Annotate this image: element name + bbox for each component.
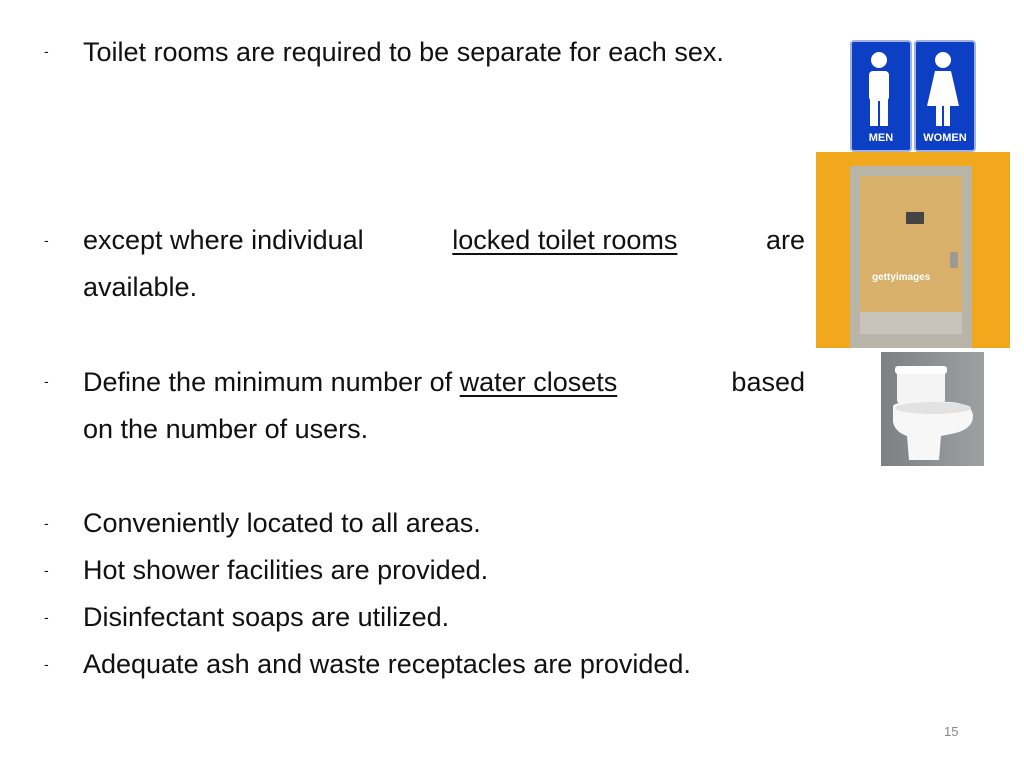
bullet-marker: - [44,515,49,531]
women-sign [914,40,976,152]
bullet-text-line2: available. [83,272,198,302]
bullet-text [83,359,805,453]
locked-toilet-rooms-link[interactable]: locked toilet rooms [452,225,678,255]
bullet-marker: - [44,232,49,248]
bullet-text-line2: on the number of users. [83,414,369,444]
bullet-text: Hot shower facilities are provided. [83,555,489,585]
bullet-text: Adequate ash and waste receptacles are provided. [83,649,691,679]
man-icon [850,46,908,136]
bullet-text [83,217,805,311]
door-kickplate [860,312,962,334]
toilet-icon [881,352,984,466]
page-number: 15 [944,724,959,739]
bullet-marker: - [44,43,49,59]
bullet-text-after: based [731,367,805,397]
bullet-text: Conveniently located to all areas. [83,508,481,538]
restroom-sign-image [850,40,978,152]
door-sign-icon [906,212,924,224]
toilet-image [881,352,984,466]
water-closets-link[interactable]: water closets [459,367,618,397]
women-label: WOMEN [923,132,967,144]
woman-icon [914,46,972,136]
bullet-text-after: are [765,225,805,255]
door-panel [860,176,962,334]
men-label: MEN [868,132,894,144]
bullet-text: Toilet rooms are required to be separate for each sex. [83,37,724,67]
bullet-marker: - [44,656,49,672]
bullet-marker: - [44,373,49,389]
bullet-marker: - [44,562,49,578]
men-sign [850,40,912,152]
restroom-door-image [816,152,1010,348]
bullet-text-before: Define the minimum number of [83,367,453,397]
getty-watermark: gettyimages [872,272,931,283]
bullet-text-before: except where individual [83,225,364,255]
door-handle [950,252,958,268]
bullet-marker: - [44,609,49,625]
bullet-text: Disinfectant soaps are utilized. [83,602,450,632]
